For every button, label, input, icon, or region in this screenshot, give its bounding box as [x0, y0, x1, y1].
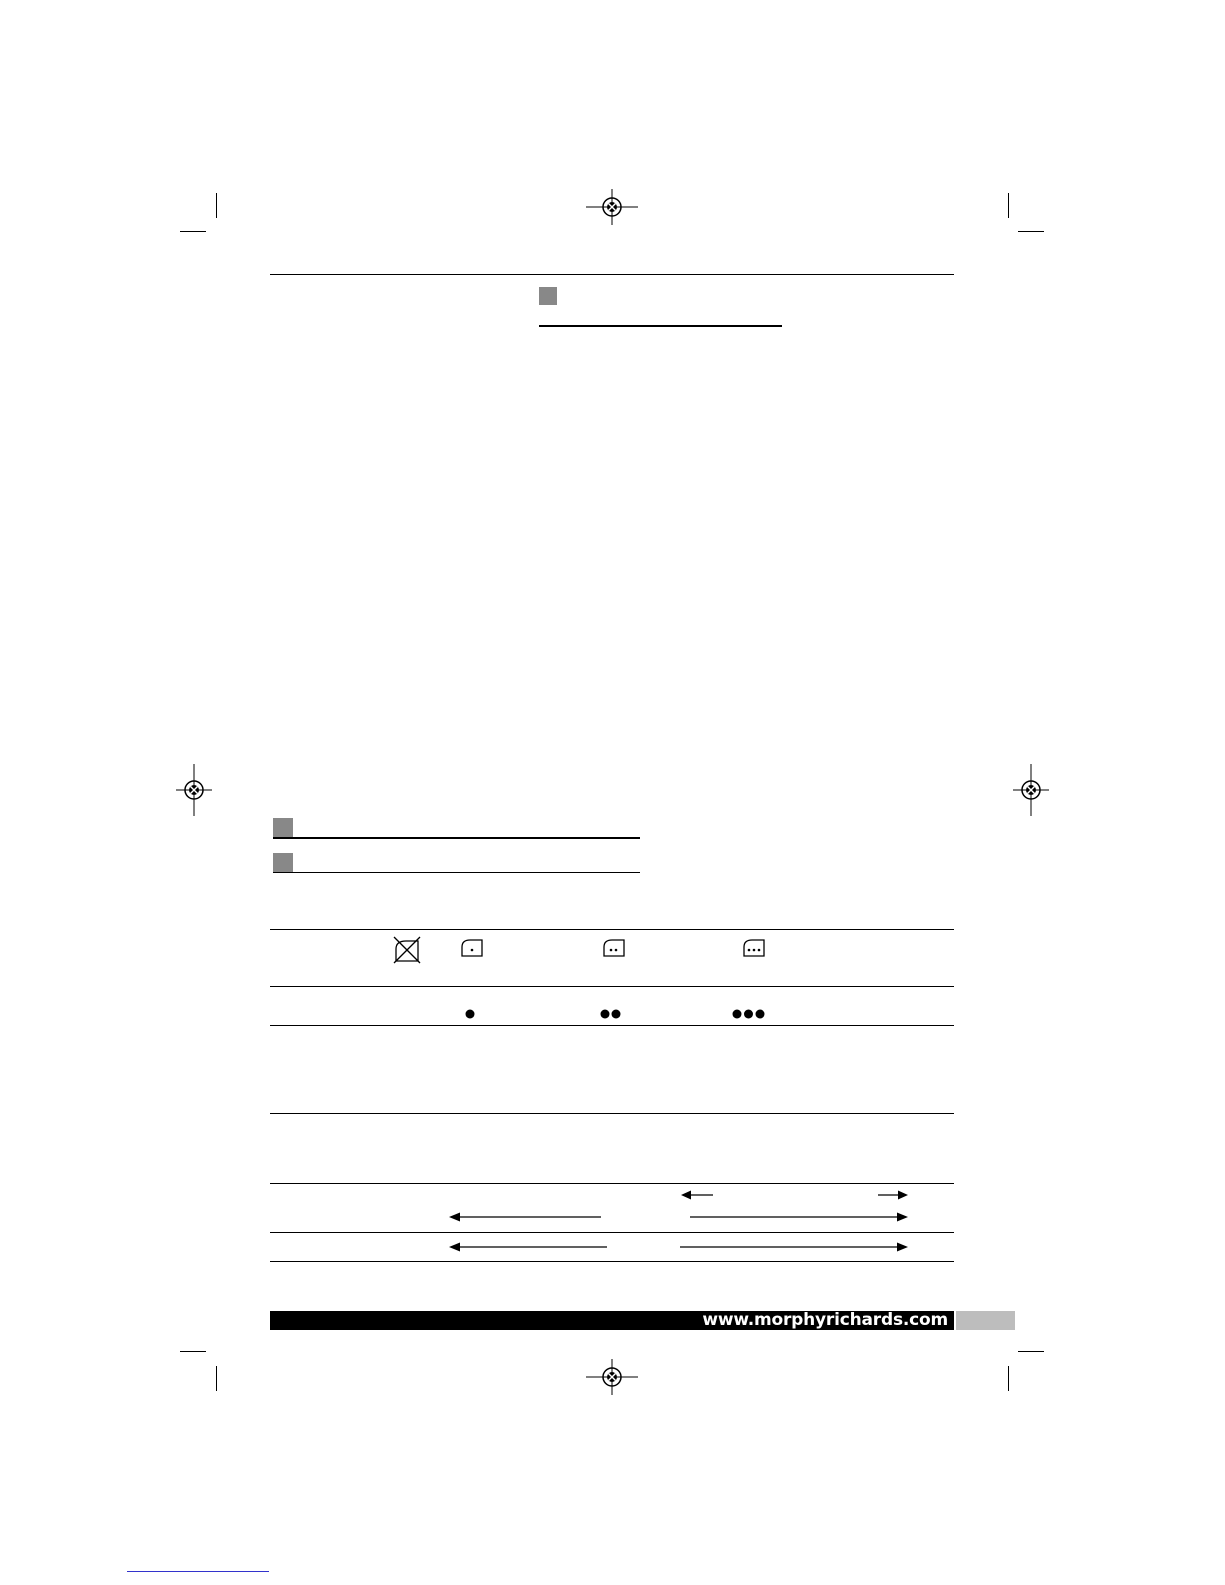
crosshair-circle-icon	[1013, 764, 1049, 816]
dial-setting-three-dots	[731, 1008, 767, 1020]
bottom-link-underline	[127, 1571, 269, 1572]
iron-three-dot-icon	[742, 937, 766, 959]
arrow-left-long	[449, 1211, 601, 1223]
iron-two-dot-icon	[602, 937, 626, 959]
crop-mark-top-right-horizontal	[1018, 231, 1044, 232]
crop-mark-top-left-vertical	[216, 193, 217, 218]
footer-bar	[270, 1311, 954, 1330]
arrow-right-long	[690, 1211, 908, 1223]
section-heading-underline	[273, 837, 640, 839]
table-rule	[270, 1025, 954, 1026]
table-rule	[270, 1232, 954, 1233]
crop-mark-bottom-left-vertical	[216, 1366, 217, 1391]
dial-setting-two-dots	[599, 1008, 623, 1020]
section-marker-square	[539, 287, 557, 305]
header-rule	[270, 274, 954, 275]
crosshair-circle-icon	[586, 1359, 638, 1395]
crop-mark-bottom-left-horizontal	[180, 1351, 206, 1352]
table-rule	[270, 986, 954, 987]
arrow-right-short	[878, 1189, 908, 1201]
table-rule	[270, 1183, 954, 1184]
arrow-left-short	[681, 1189, 713, 1201]
table-rule	[270, 1261, 954, 1262]
crosshair-circle-icon	[176, 764, 212, 816]
crop-mark-bottom-right-horizontal	[1018, 1351, 1044, 1352]
arrow-right-long	[680, 1241, 908, 1253]
section-heading-underline	[273, 872, 640, 873]
crop-mark-top-left-horizontal	[180, 231, 206, 232]
registration-mark-top	[586, 189, 638, 225]
crop-mark-top-right-vertical	[1008, 193, 1009, 218]
registration-mark-bottom	[586, 1359, 638, 1395]
footer-page-tab	[956, 1311, 1015, 1330]
crop-mark-bottom-right-vertical	[1008, 1366, 1009, 1391]
crosshair-circle-icon	[586, 189, 638, 225]
table-rule	[270, 929, 954, 930]
section-heading-underline	[539, 325, 782, 327]
iron-one-dot-icon	[460, 937, 484, 959]
section-marker-square	[273, 818, 293, 838]
registration-mark-right	[1013, 764, 1049, 816]
footer-url: www.morphyrichards.com	[702, 1310, 948, 1330]
registration-mark-left	[176, 764, 212, 816]
dial-setting-one-dot	[464, 1008, 476, 1020]
section-marker-square	[273, 853, 293, 873]
no-iron-icon	[392, 935, 422, 965]
table-rule	[270, 1113, 954, 1114]
arrow-left-long	[449, 1241, 607, 1253]
